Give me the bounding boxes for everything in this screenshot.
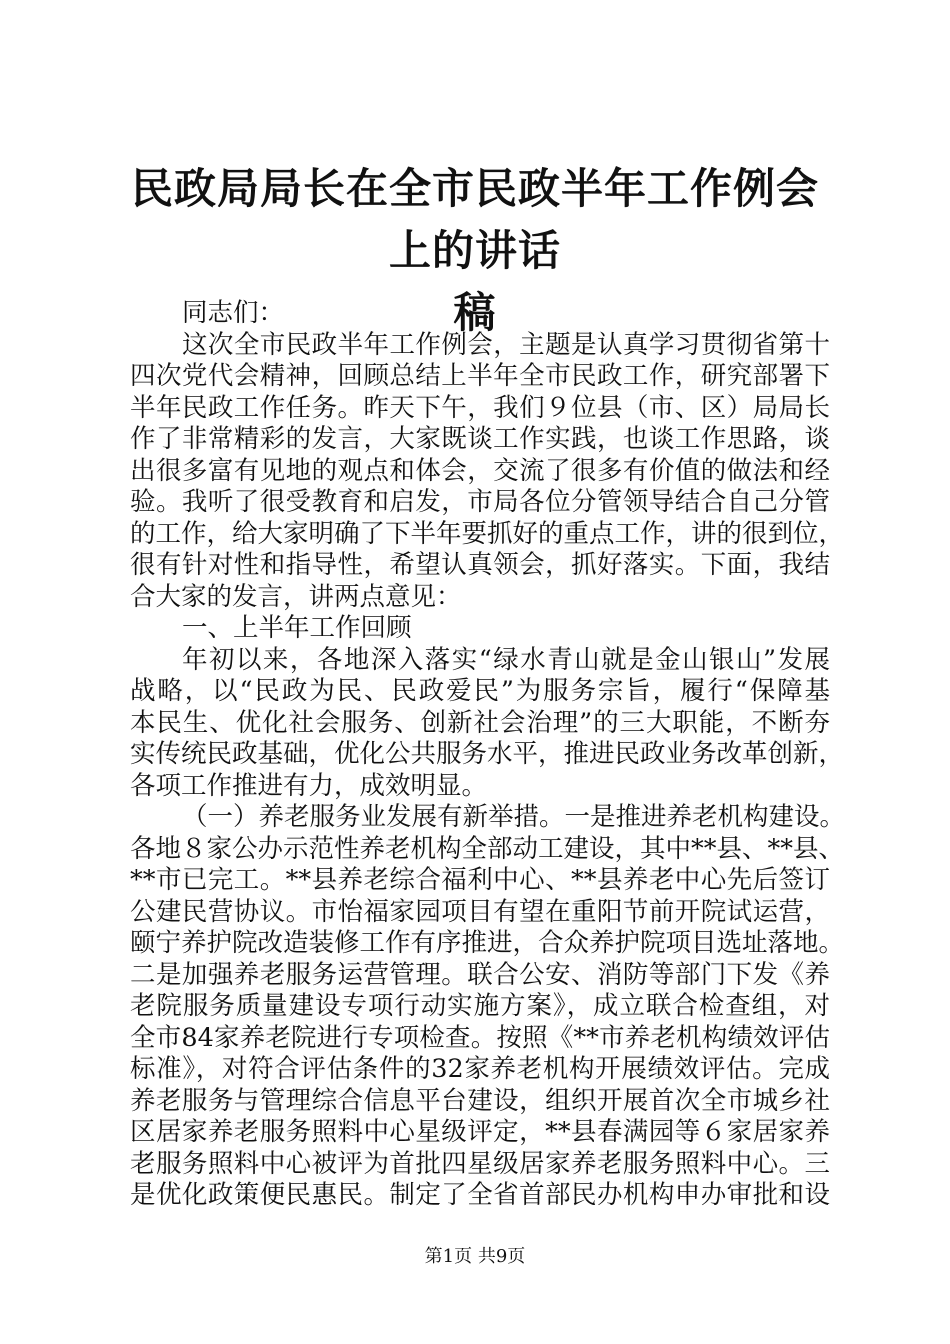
paragraph-line: 二是加强养老服务运营管理。联合公安、消防等部门下发《养: [130, 959, 830, 990]
paragraph-line: 战略，以“民政为民、民政爱民”为服务宗旨，履行“保障基: [130, 676, 830, 706]
paragraph-line: 老服务照料中心被评为首批四星级居家养老服务照料中心。三: [130, 1148, 830, 1179]
paragraph-line: 验。我听了很受教育和启发，市局各位分管领导结合自己分管: [130, 487, 830, 517]
subsection-line: （一）养老服务业发展有新举措。一是推进养老机构建设。: [182, 802, 846, 832]
salutation: 同志们：: [182, 298, 285, 328]
paragraph-line: 老院服务质量建设专项行动实施方案》，成立联合检查组，对: [130, 991, 830, 1021]
paragraph-line: 是优化政策便民惠民。制定了全省首部民办机构申办审批和设: [130, 1180, 830, 1210]
paragraph-line: 实传统民政基础，优化公共服务水平，推进民政业务改革创新，: [130, 739, 845, 769]
paragraph-line: 本民生、优化社会服务、创新社会治理”的三大职能，不断夯: [130, 707, 830, 738]
paragraph-line: 作了非常精彩的发言，大家既谈工作实践，也谈工作思路，谈: [130, 424, 830, 454]
paragraph-line: 标准》，对符合评估条件的32家养老机构开展绩效评估。完成: [130, 1054, 830, 1084]
paragraph-line: 养老服务与管理综合信息平台建设，组织开展首次全市城乡社: [130, 1085, 830, 1116]
section-heading: 一、上半年工作回顾: [182, 613, 412, 643]
paragraph-line: 区居家养老服务照料中心星级评定，**县春满园等６家居家养: [130, 1117, 830, 1147]
page-footer: [0, 1245, 950, 1269]
document-body: [130, 298, 846, 1212]
paragraph-line: 年初以来，各地深入落实“绿水青山就是金山银山”发展: [182, 644, 830, 675]
paragraph-line: 各地８家公办示范性养老机构全部动工建设，其中**县、**县、: [130, 833, 845, 864]
paragraph-line: 颐宁养护院改造装修工作有序推进，合众养护院项目选址落地。: [130, 928, 845, 958]
paragraph-line: **市已完工。**县养老综合福利中心、**县养老中心先后签订: [130, 865, 830, 895]
paragraph-line: 半年民政工作任务。昨天下午，我们９位县（市、区）局局长: [130, 392, 830, 423]
paragraph-line: 的工作，给大家明确了下半年要抓好的重点工作，讲的很到位，: [130, 518, 845, 549]
paragraph-line: 合大家的发言，讲两点意见：: [130, 581, 462, 612]
title-line-2: 稿: [453, 288, 497, 337]
paragraph-line: 全市84家养老院进行专项检查。按照《**市养老机构绩效评估: [130, 1022, 830, 1053]
paragraph-line: 四次党代会精神，回顾总结上半年全市民政工作，研究部署下: [130, 361, 830, 391]
paragraph-line: 很有针对性和指导性，希望认真领会，抓好落实。下面，我结: [130, 550, 830, 580]
title-line-1: 民政局局长在全市民政半年工作例会上的讲话: [130, 164, 819, 275]
paragraph-line: 各项工作推进有力，成效明显。: [130, 770, 488, 801]
paragraph-line: 出很多富有见地的观点和体会，交流了很多有价值的做法和经: [130, 455, 830, 486]
paragraph-line: 这次全市民政半年工作例会，主题是认真学习贯彻省第十: [182, 329, 830, 360]
page-number: 第1页 共9页: [424, 1246, 526, 1267]
paragraph-line: 公建民营协议。市怡福家园项目有望在重阳节前开院试运营，: [130, 896, 830, 927]
